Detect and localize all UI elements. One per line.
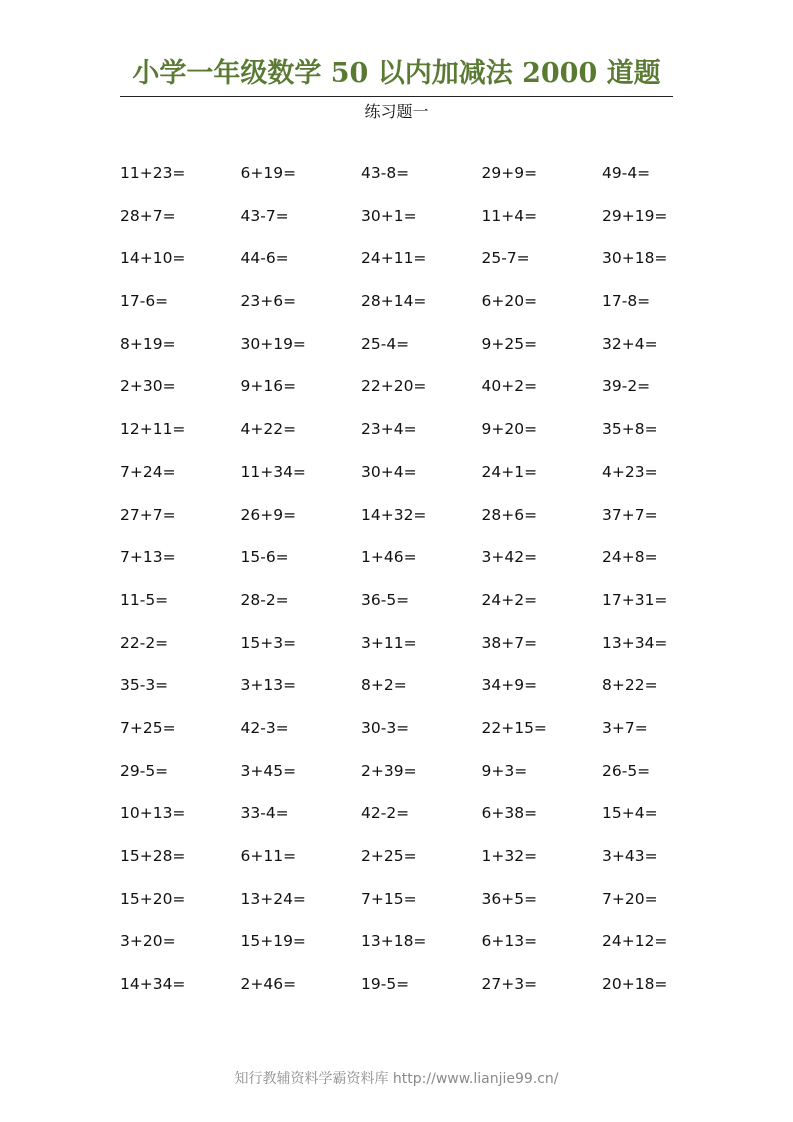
problem-row (120, 286, 722, 329)
problem-cell: 44-6= (240, 249, 289, 268)
problem-cell: 28+7= (120, 206, 176, 225)
problem-cell: 3+13= (240, 676, 297, 695)
problem-cell: 11+23= (120, 164, 186, 182)
problem-cell: 30-3= (361, 718, 410, 737)
problem-cell: 36-5= (361, 590, 410, 609)
problem-cell: 33-4= (240, 804, 289, 823)
problem-cell: 30+4= (361, 462, 417, 481)
problem-cell: 15+19= (240, 932, 306, 951)
problem-cell: 17-6= (120, 292, 169, 311)
problem-cell: 7+20= (602, 889, 658, 908)
problem-cell: 27+3= (481, 975, 538, 994)
problem-cell: 4+23= (602, 462, 658, 481)
problem-cell: 24+12= (602, 932, 668, 951)
problem-cell: 1+32= (481, 847, 538, 865)
problem-cell: 30+18= (602, 249, 668, 268)
problem-cell: 15+20= (120, 889, 186, 908)
problem-cell: 43-7= (240, 206, 289, 225)
problem-cell: 12+11= (120, 420, 186, 439)
problem-cell: 24+1= (481, 462, 538, 481)
problem-cell: 42-3= (240, 718, 289, 737)
problem-cell: 7+13= (120, 548, 176, 567)
problem-row (120, 542, 722, 585)
problem-cell: 29-5= (120, 761, 169, 780)
problem-row (120, 500, 722, 543)
problem-row (120, 243, 722, 286)
problem-cell: 7+25= (120, 718, 176, 737)
problem-cell: 13+18= (361, 932, 427, 951)
problem-cell: 27+7= (120, 505, 176, 524)
problem-cell: 4+22= (240, 420, 297, 439)
problem-row (120, 628, 722, 671)
problem-cell: 19-5= (361, 975, 410, 994)
problem-cell: 23+6= (240, 292, 297, 311)
title-underline (120, 96, 673, 97)
problem-cell: 9+16= (240, 377, 297, 396)
problem-row (120, 713, 722, 756)
problem-cell: 29+9= (481, 164, 538, 182)
problem-cell: 20+18= (602, 975, 668, 994)
problem-row (120, 585, 722, 628)
problem-cell: 3+42= (481, 548, 538, 567)
problem-cell: 6+38= (481, 804, 538, 823)
problem-grid (120, 158, 722, 1012)
problem-cell: 24+11= (361, 249, 427, 268)
problem-cell: 42-2= (361, 804, 410, 823)
problem-cell: 8+2= (361, 676, 407, 695)
problem-cell: 8+19= (120, 334, 176, 353)
document-title: 小学一年级数学 50 以内加减法 2000 道题 (132, 58, 661, 89)
problem-cell: 13+24= (240, 889, 306, 908)
problem-cell: 9+3= (481, 761, 528, 780)
problem-cell: 35+8= (602, 420, 658, 439)
problem-cell: 43-8= (361, 164, 410, 182)
problem-cell: 15+28= (120, 847, 186, 865)
problem-cell: 14+34= (120, 975, 186, 994)
problem-cell: 8+22= (602, 676, 658, 695)
problem-row (120, 670, 722, 713)
problem-cell: 2+46= (240, 975, 297, 994)
problem-cell: 39-2= (602, 377, 651, 396)
problem-cell: 30+1= (361, 206, 417, 225)
problem-cell: 3+20= (120, 932, 176, 951)
problem-cell: 15+3= (240, 633, 297, 652)
problem-cell: 38+7= (481, 633, 538, 652)
problem-cell: 3+45= (240, 761, 297, 780)
problem-cell: 24+8= (602, 548, 658, 567)
problem-cell: 3+7= (602, 718, 648, 737)
problem-cell: 14+10= (120, 249, 186, 268)
problem-cell: 36+5= (481, 889, 538, 908)
problem-cell: 17+31= (602, 590, 668, 609)
problem-cell: 3+43= (602, 847, 658, 865)
problem-cell: 15+4= (602, 804, 658, 823)
problem-cell: 34+9= (481, 676, 538, 695)
problem-cell: 15-6= (240, 548, 289, 567)
problem-cell: 10+13= (120, 804, 186, 823)
problem-row (120, 329, 722, 372)
problem-cell: 35-3= (120, 676, 169, 695)
problem-row (120, 798, 722, 841)
problem-cell: 30+19= (240, 334, 306, 353)
problem-cell: 28-2= (240, 590, 289, 609)
problem-cell: 11-5= (120, 590, 169, 609)
problem-cell: 22+20= (361, 377, 427, 396)
problem-cell: 32+4= (602, 334, 658, 353)
problem-cell: 2+25= (361, 847, 417, 865)
problem-cell: 6+11= (240, 847, 297, 865)
problem-cell: 7+15= (361, 889, 417, 908)
problem-cell: 9+25= (481, 334, 538, 353)
problem-cell: 28+6= (481, 505, 538, 524)
problem-cell: 40+2= (481, 377, 538, 396)
problem-row (120, 756, 722, 799)
problem-cell: 11+4= (481, 206, 538, 225)
problem-cell: 11+34= (240, 462, 306, 481)
problem-cell: 1+46= (361, 548, 417, 567)
problem-cell: 9+20= (481, 420, 538, 439)
problem-cell: 24+2= (481, 590, 538, 609)
problem-row (120, 969, 722, 1012)
section-label: 练习题一 (364, 102, 429, 121)
problem-row (120, 414, 722, 457)
problem-cell: 26+9= (240, 505, 297, 524)
problem-cell: 28+14= (361, 292, 427, 311)
problem-cell: 22+15= (481, 718, 547, 737)
problem-cell: 2+39= (361, 761, 417, 780)
problem-row (120, 457, 722, 500)
problem-cell: 17-8= (602, 292, 651, 311)
problem-cell: 29+19= (602, 206, 668, 225)
problem-cell: 25-7= (481, 249, 530, 268)
problem-cell: 6+19= (240, 164, 297, 182)
problem-cell: 49-4= (602, 164, 651, 182)
problem-row (120, 201, 722, 244)
problem-row (120, 884, 722, 927)
footer-source: 知行教辅资料学霸资料库 http://www.lianjie99.cn/ (234, 1071, 559, 1087)
problem-cell: 37+7= (602, 505, 658, 524)
problem-cell: 25-4= (361, 334, 410, 353)
problem-row (120, 926, 722, 969)
problem-cell: 22-2= (120, 633, 169, 652)
problem-row (120, 841, 722, 884)
problem-cell: 13+34= (602, 633, 668, 652)
problem-cell: 2+30= (120, 377, 176, 396)
problem-cell: 26-5= (602, 761, 651, 780)
problem-cell: 6+20= (481, 292, 538, 311)
problem-cell: 23+4= (361, 420, 417, 439)
problem-row (120, 371, 722, 414)
problem-row (120, 158, 722, 201)
problem-cell: 14+32= (361, 505, 427, 524)
problem-cell: 6+13= (481, 932, 538, 951)
problem-cell: 3+11= (361, 633, 417, 652)
problem-cell: 7+24= (120, 462, 176, 481)
